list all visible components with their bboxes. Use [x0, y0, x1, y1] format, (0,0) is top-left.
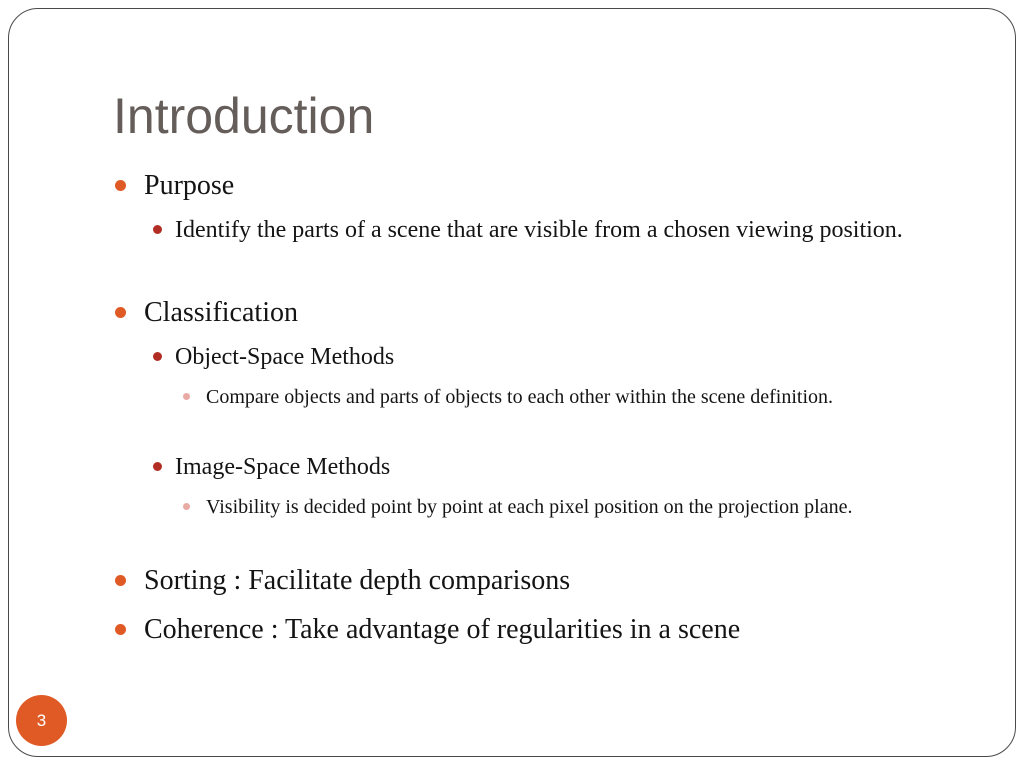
bullet-dot-icon	[153, 225, 162, 234]
bullet-dot-icon	[183, 503, 190, 510]
bullet-dot-icon	[153, 352, 162, 361]
bullet-dot-icon	[115, 180, 126, 191]
bullet-text: Sorting : Facilitate depth comparisons	[144, 565, 571, 596]
bullet-text: Identify the parts of a scene that are visible from a chosen viewing position.	[175, 217, 903, 243]
slide-title: Introduction	[113, 88, 375, 144]
bullet-text: Compare objects and parts of objects to each other within the scene definition.	[206, 386, 834, 408]
bullet-text: Coherence : Take advantage of regularities in a scene	[144, 614, 741, 645]
bullet-text: Purpose	[144, 170, 235, 201]
bullet-text: Object-Space Methods	[175, 344, 395, 370]
bullet-text: Image-Space Methods	[175, 454, 391, 480]
bullet-dot-icon	[115, 575, 126, 586]
bullet-dot-icon	[115, 307, 126, 318]
bullet-dot-icon	[153, 462, 162, 471]
bullet-dot-icon	[115, 624, 126, 635]
slide-number-badge: 3	[16, 695, 67, 746]
bullet-text: Classification	[144, 297, 298, 328]
bullet-dot-icon	[183, 393, 190, 400]
bullet-text: Visibility is decided point by point at each pixel position on the projection plane.	[206, 496, 853, 518]
